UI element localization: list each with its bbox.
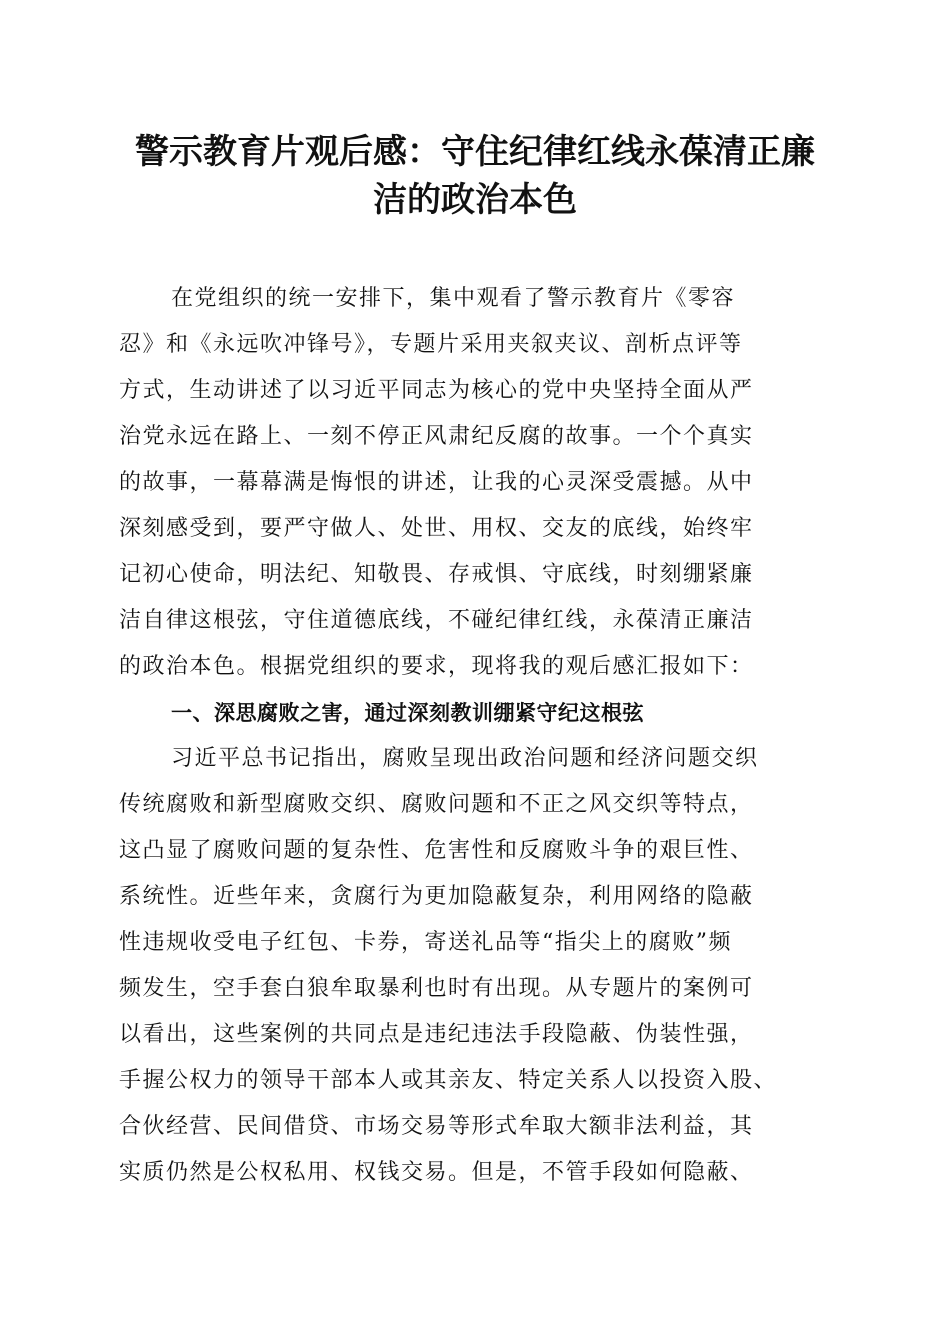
title-line-2: 洁的政治本色 <box>373 180 577 220</box>
paragraph-line: 记初心使命，明法纪、知敬畏、存戒惧、守底线，时刻绷紧廉 <box>119 562 754 587</box>
paragraph-line: 系统性。近些年来，贪腐行为更加隐蔽复杂，利用网络的隐蔽 <box>119 884 754 909</box>
paragraph-line: 洁自律这根弦，守住道德底线，不碰纪律红线，永葆清正廉洁 <box>119 608 754 633</box>
paragraph-line: 习近平总书记指出，腐败呈现出政治问题和经济问题交织 <box>171 746 759 771</box>
intro-paragraph <box>119 276 839 690</box>
paragraph-line: 性违规收受电子红包、卡券，寄送礼品等“指尖上的腐败”频 <box>119 930 732 955</box>
paragraph-line: 忍》和《永远吹冲锋号》，专题片采用夹叙夹议、剖析点评等 <box>119 332 743 357</box>
title-line-1: 警示教育片观后感：守住纪律红线永葆清正廉 <box>135 132 815 172</box>
paragraph-line: 深刻感受到，要严守做人、处世、用权、交友的底线，始终牢 <box>119 516 754 541</box>
paragraph-line: 实质仍然是公权私用、权钱交易。但是，不管手段如何隐蔽、 <box>119 1160 754 1185</box>
paragraph-line: 手握公权力的领导干部本人或其亲友、特定关系人以投资入股、 <box>119 1068 778 1093</box>
paragraph-line: 以看出，这些案例的共同点是违纪违法手段隐蔽、伪装性强， <box>119 1022 754 1047</box>
paragraph-line: 方式，生动讲述了以习近平同志为核心的党中央坚持全面从严 <box>119 378 754 403</box>
section-heading-1: 一、深思腐败之害，通过深刻教训绷紧守纪这根弦 <box>171 701 644 725</box>
paragraph-line: 频发生，空手套白狼牟取暴利也时有出现。从专题片的案例可 <box>119 976 754 1001</box>
paragraph-line: 在党组织的统一安排下，集中观看了警示教育片《零容 <box>171 286 736 311</box>
document-title <box>110 128 840 224</box>
paragraph-line: 的故事，一幕幕满是悔恨的讲述，让我的心灵深受震撼。从中 <box>119 470 754 495</box>
document-body <box>119 276 839 1196</box>
paragraph-line: 的政治本色。根据党组织的要求，现将我的观后感汇报如下： <box>119 654 754 679</box>
paragraph-line: 传统腐败和新型腐败交织、腐败问题和不正之风交织等特点， <box>119 792 754 817</box>
section-1-paragraph <box>119 736 839 1196</box>
paragraph-line: 治党永远在路上、一刻不停正风肃纪反腐的故事。一个个真实 <box>119 424 754 449</box>
paragraph-line: 这凸显了腐败问题的复杂性、危害性和反腐败斗争的艰巨性、 <box>119 838 754 863</box>
paragraph-line: 合伙经营、民间借贷、市场交易等形式牟取大额非法利益，其 <box>119 1114 754 1139</box>
